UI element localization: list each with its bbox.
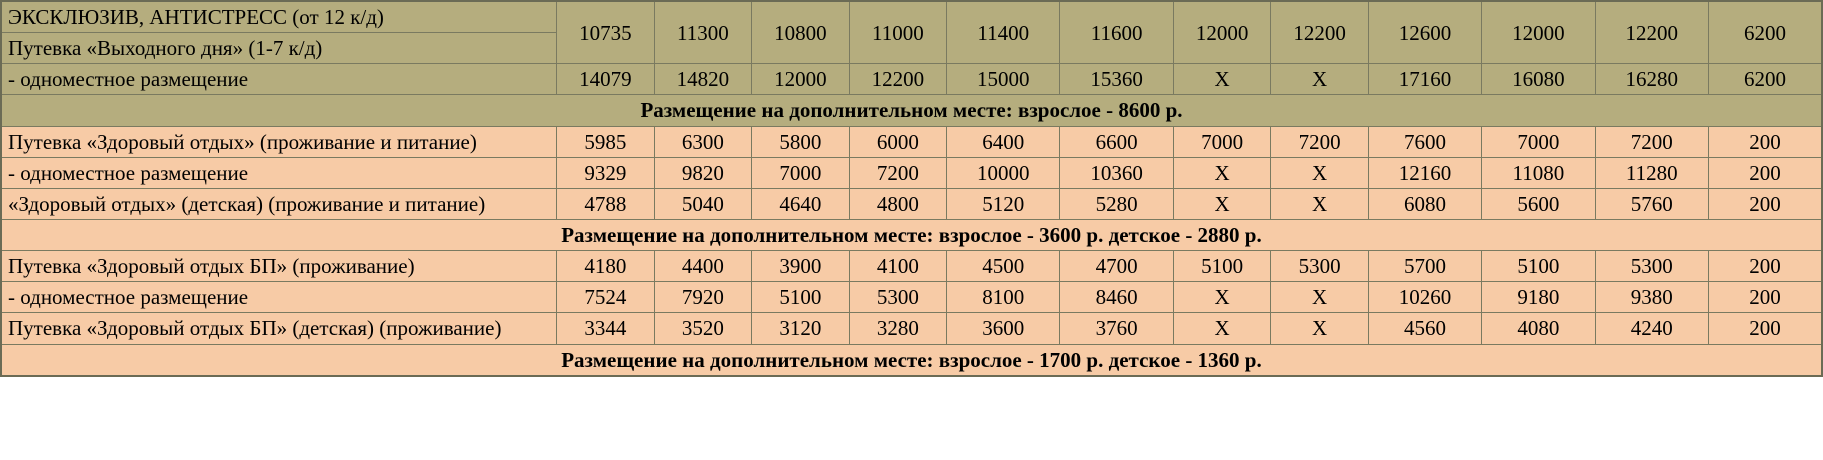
price-cell: 5100 xyxy=(752,282,850,313)
price-cell: 9180 xyxy=(1482,282,1595,313)
price-cell: 3600 xyxy=(947,313,1060,344)
row-label: ЭКСКЛЮЗИВ, АНТИСТРЕСС (от 12 к/д) xyxy=(1,1,557,33)
price-cell: 9380 xyxy=(1595,282,1708,313)
row-label: - одноместное размещение xyxy=(1,157,557,188)
price-cell: 10735 xyxy=(557,1,655,64)
price-cell: 3120 xyxy=(752,313,850,344)
price-cell: X xyxy=(1271,157,1369,188)
price-cell: X xyxy=(1173,157,1271,188)
price-cell: 6200 xyxy=(1708,64,1822,95)
price-cell: 4180 xyxy=(557,251,655,282)
price-cell: 7000 xyxy=(752,157,850,188)
price-cell: 5040 xyxy=(654,188,752,219)
price-cell: X xyxy=(1173,282,1271,313)
price-cell: 6000 xyxy=(849,126,947,157)
price-cell: 7200 xyxy=(1595,126,1708,157)
price-cell: 200 xyxy=(1708,157,1822,188)
price-cell: 14079 xyxy=(557,64,655,95)
price-cell: 7920 xyxy=(654,282,752,313)
price-cell: X xyxy=(1173,64,1271,95)
table-row xyxy=(1,313,1822,344)
price-cell: 200 xyxy=(1708,282,1822,313)
price-cell: 200 xyxy=(1708,126,1822,157)
price-cell: X xyxy=(1173,313,1271,344)
row-label: - одноместное размещение xyxy=(1,282,557,313)
price-cell: 4080 xyxy=(1482,313,1595,344)
price-cell: 5300 xyxy=(849,282,947,313)
price-cell: 4560 xyxy=(1368,313,1481,344)
price-cell: 7200 xyxy=(1271,126,1369,157)
price-cell: 16280 xyxy=(1595,64,1708,95)
price-cell: X xyxy=(1271,282,1369,313)
price-cell: 12000 xyxy=(1482,1,1595,64)
price-cell: 200 xyxy=(1708,188,1822,219)
price-cell: 11600 xyxy=(1060,1,1173,64)
price-cell: 12000 xyxy=(752,64,850,95)
price-cell: 5600 xyxy=(1482,188,1595,219)
price-cell: 3520 xyxy=(654,313,752,344)
price-cell: 3344 xyxy=(557,313,655,344)
price-cell: 5800 xyxy=(752,126,850,157)
price-cell: 5300 xyxy=(1595,251,1708,282)
price-cell: 11300 xyxy=(654,1,752,64)
table-banner-row xyxy=(1,95,1822,126)
price-cell: 3760 xyxy=(1060,313,1173,344)
price-cell: 5100 xyxy=(1173,251,1271,282)
price-cell: 11000 xyxy=(849,1,947,64)
price-cell: 5120 xyxy=(947,188,1060,219)
banner-label: Размещение на дополнительном месте: взрослое - 3600 р. детское - 2880 р. xyxy=(1,219,1822,250)
price-cell: 5700 xyxy=(1368,251,1481,282)
banner-label: Размещение на дополнительном месте: взрослое - 1700 р. детское - 1360 р. xyxy=(1,344,1822,376)
price-cell: 4800 xyxy=(849,188,947,219)
price-cell: 15360 xyxy=(1060,64,1173,95)
table-row xyxy=(1,188,1822,219)
price-cell: X xyxy=(1173,188,1271,219)
price-cell: 14820 xyxy=(654,64,752,95)
price-cell: 7600 xyxy=(1368,126,1481,157)
table-row xyxy=(1,157,1822,188)
table-row xyxy=(1,251,1822,282)
price-cell: 6080 xyxy=(1368,188,1481,219)
price-cell: 200 xyxy=(1708,313,1822,344)
table-row xyxy=(1,282,1822,313)
price-cell: 5985 xyxy=(557,126,655,157)
price-cell: 12200 xyxy=(849,64,947,95)
price-cell: X xyxy=(1271,313,1369,344)
price-cell: 5760 xyxy=(1595,188,1708,219)
price-cell: 12000 xyxy=(1173,1,1271,64)
price-cell: 9820 xyxy=(654,157,752,188)
table-banner-row xyxy=(1,344,1822,376)
row-label: - одноместное размещение xyxy=(1,64,557,95)
price-cell: 6300 xyxy=(654,126,752,157)
price-cell: 6200 xyxy=(1708,1,1822,64)
row-label: Путевка «Здоровый отдых» (проживание и питание) xyxy=(1,126,557,157)
price-cell: 7000 xyxy=(1482,126,1595,157)
price-cell: 4100 xyxy=(849,251,947,282)
price-cell: 7200 xyxy=(849,157,947,188)
price-cell: 10260 xyxy=(1368,282,1481,313)
price-cell: 5280 xyxy=(1060,188,1173,219)
price-cell: 6600 xyxy=(1060,126,1173,157)
price-cell: 6400 xyxy=(947,126,1060,157)
price-cell: 5100 xyxy=(1482,251,1595,282)
price-cell: X xyxy=(1271,188,1369,219)
price-cell: 12160 xyxy=(1368,157,1481,188)
table-row xyxy=(1,1,1822,33)
price-cell: 4788 xyxy=(557,188,655,219)
price-cell: 4500 xyxy=(947,251,1060,282)
price-cell: 10800 xyxy=(752,1,850,64)
price-cell: 7524 xyxy=(557,282,655,313)
price-cell: 4700 xyxy=(1060,251,1173,282)
price-table-body xyxy=(1,1,1822,376)
price-cell: 12600 xyxy=(1368,1,1481,64)
price-cell: 3900 xyxy=(752,251,850,282)
price-cell: 5300 xyxy=(1271,251,1369,282)
price-cell: 4240 xyxy=(1595,313,1708,344)
table-row xyxy=(1,64,1822,95)
price-cell: 200 xyxy=(1708,251,1822,282)
table-banner-row xyxy=(1,219,1822,250)
banner-label: Размещение на дополнительном месте: взрослое - 8600 р. xyxy=(1,95,1822,126)
price-cell: 4400 xyxy=(654,251,752,282)
price-cell: 9329 xyxy=(557,157,655,188)
price-cell: 11080 xyxy=(1482,157,1595,188)
row-label: Путевка «Здоровый отдых БП» (проживание) xyxy=(1,251,557,282)
price-cell: 8100 xyxy=(947,282,1060,313)
price-cell: 3280 xyxy=(849,313,947,344)
price-cell: X xyxy=(1271,64,1369,95)
price-cell: 10000 xyxy=(947,157,1060,188)
price-cell: 15000 xyxy=(947,64,1060,95)
price-cell: 4640 xyxy=(752,188,850,219)
price-cell: 7000 xyxy=(1173,126,1271,157)
price-cell: 12200 xyxy=(1271,1,1369,64)
price-cell: 8460 xyxy=(1060,282,1173,313)
row-label: Путевка «Выходного дня» (1-7 к/д) xyxy=(1,33,557,64)
price-cell: 10360 xyxy=(1060,157,1173,188)
row-label: «Здоровый отдых» (детская) (проживание и питание) xyxy=(1,188,557,219)
price-cell: 17160 xyxy=(1368,64,1481,95)
price-cell: 11280 xyxy=(1595,157,1708,188)
row-label: Путевка «Здоровый отдых БП» (детская) (проживание) xyxy=(1,313,557,344)
price-cell: 12200 xyxy=(1595,1,1708,64)
table-row xyxy=(1,126,1822,157)
price-cell: 16080 xyxy=(1482,64,1595,95)
price-cell: 11400 xyxy=(947,1,1060,64)
